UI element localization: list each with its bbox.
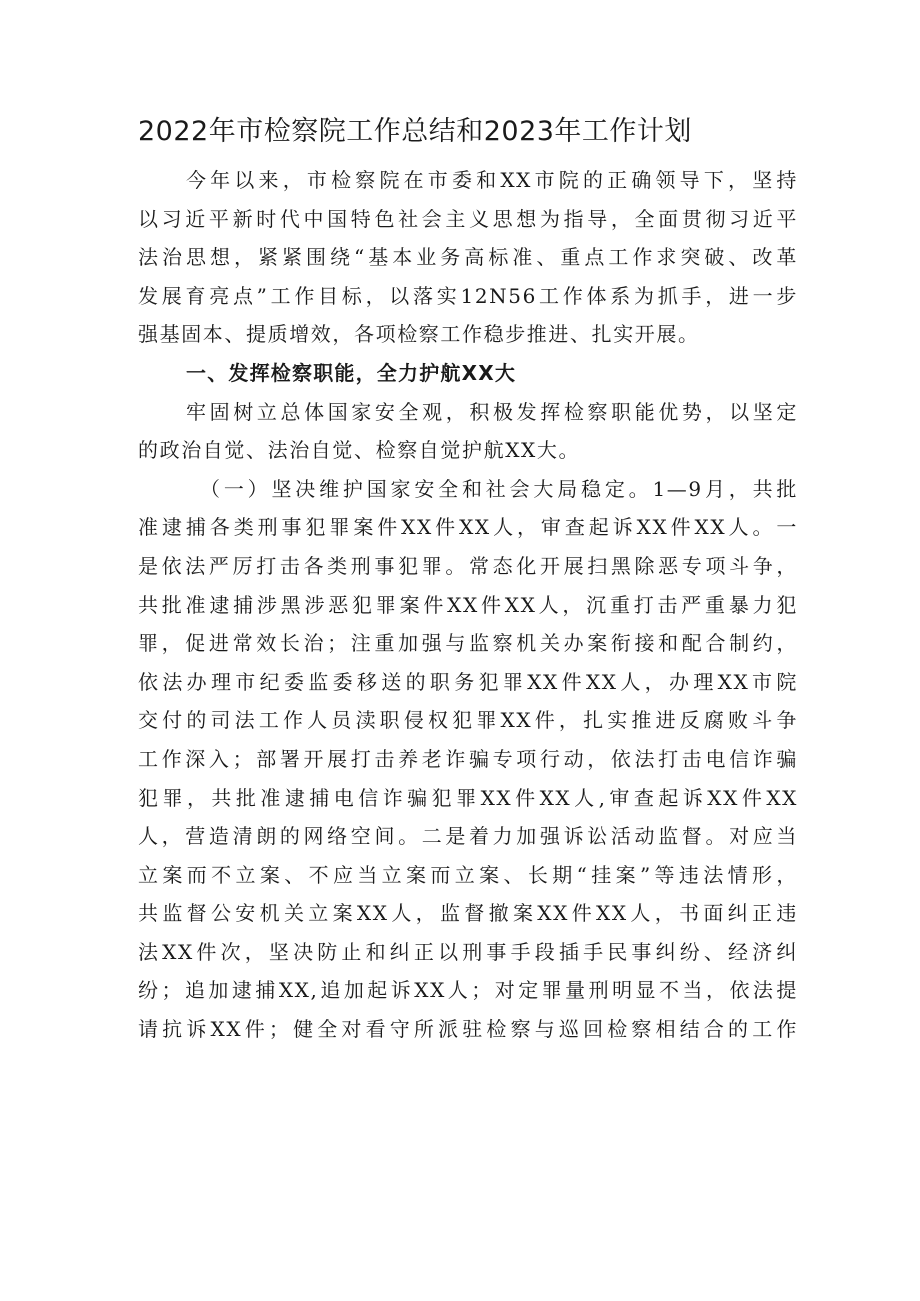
document-title: 2022年市检察院工作总结和2023年工作计划 (138, 116, 692, 147)
paragraph-line: 发展育亮点”工作目标，以落实12N56工作体系为抓手，进一步 (138, 283, 798, 308)
paragraph-line: 以习近平新时代中国特色社会主义思想为指导，全面贯彻习近平 (138, 206, 798, 231)
paragraph-line: 准逮捕各类刑事犯罪案件XX件XX人，审查起诉XX件XX人。一 (138, 515, 798, 540)
paragraph-line: （一）坚决维护国家安全和社会大局稳定。1—9月，共批 (200, 476, 798, 501)
paragraph-line: 法治思想，紧紧围绕“基本业务高标准、重点工作求突破、改革 (138, 245, 798, 270)
paragraph-line: 的政治自觉、法治自觉、检察自觉护航XX大。 (138, 438, 581, 463)
paragraph-line: 依法办理市纪委监委移送的职务犯罪XX件XX人，办理XX市院 (138, 669, 798, 694)
paragraph-line: 共监督公安机关立案XX人，监督撤案XX件XX人，书面纠正违 (138, 901, 798, 926)
paragraph-line: 牢固树立总体国家安全观，积极发挥检察职能优势，以坚定 (186, 399, 798, 424)
paragraph-line: 交付的司法工作人员渎职侵权犯罪XX件，扎实推进反腐败斗争 (138, 708, 798, 733)
paragraph-line: 共批准逮捕涉黑涉恶犯罪案件XX件XX人，沉重打击严重暴力犯 (138, 592, 798, 617)
paragraph-line: 强基固本、提质增效，各项检察工作稳步推进、扎实开展。 (138, 322, 700, 347)
paragraph-line: 犯罪，共批准逮捕电信诈骗犯罪XX件XX人,审查起诉XX件XX (138, 785, 798, 810)
paragraph-line: 请抗诉XX件；健全对看守所派驻检察与巡回检察相结合的工作 (138, 1017, 798, 1042)
paragraph-line: 立案而不立案、不应当立案而立案、长期“挂案”等违法情形， (138, 862, 798, 887)
paragraph-line: 是依法严厉打击各类刑事犯罪。常态化开展扫黑除恶专项斗争， (138, 553, 798, 578)
paragraph-line: 罪，促进常效长治；注重加强与监察机关办案衔接和配合制约， (138, 631, 798, 656)
paragraph-line: 今年以来，市检察院在市委和XX市院的正确领导下，坚持 (186, 168, 798, 192)
paragraph-line: 纷；追加逮捕XX,追加起诉XX人；对定罪量刑明显不当，依法提 (138, 978, 798, 1003)
document-body (138, 161, 798, 1049)
paragraph-line: 工作深入；部署开展打击养老诈骗专项行动，依法打击电信诈骗 (138, 746, 798, 771)
paragraph-line: 人，营造清朗的网络空间。二是着力加强诉讼活动监督。对应当 (138, 824, 798, 849)
paragraph-line: 法XX件次，坚决防止和纠正以刑事手段插手民事纠纷、经济纠 (138, 939, 798, 964)
section-heading: 一、发挥检察职能，全力护航XX大 (186, 360, 517, 385)
